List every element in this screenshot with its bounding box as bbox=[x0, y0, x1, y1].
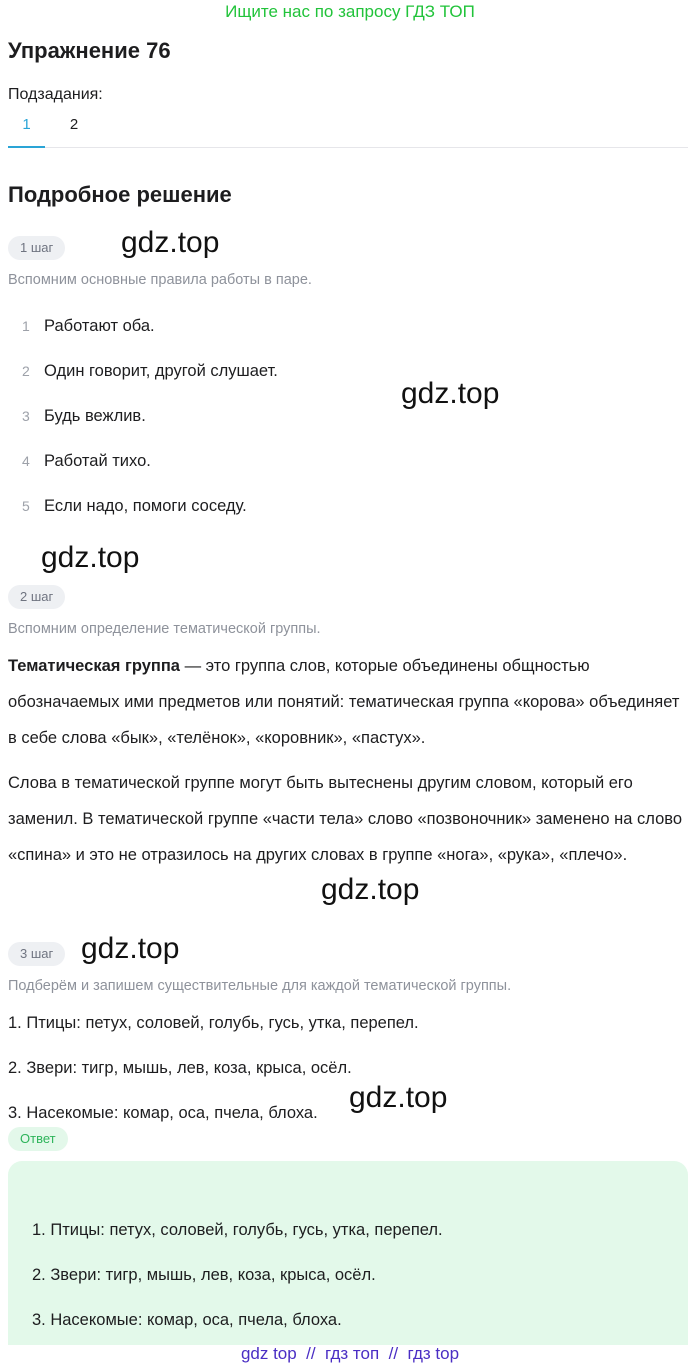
step-1-badge: 1 шаг bbox=[8, 236, 65, 260]
answer-box bbox=[8, 1161, 688, 1345]
watermark: gdz.top bbox=[321, 873, 420, 906]
explanation-paragraph: Слова в тематической группе могут быть вытеснены другим словом, который его заменил. В тематической группе «части тела» слово «позвоночник» заменено на слово «спина» и это не отразилось на других словах в группе «нога», «рука», «плечо». bbox=[8, 774, 683, 864]
group-line: 3. Насекомые: комар, оса, пчела, блоха. bbox=[8, 1104, 318, 1122]
term: Тематическая группа bbox=[8, 657, 180, 675]
group-line: 1. Птицы: петух, соловей, голубь, гусь, утка, перепел. bbox=[8, 1014, 419, 1032]
page-title: Упражнение 76 bbox=[8, 38, 171, 63]
list-item: 2 Один говорит, другой слушает. bbox=[22, 362, 278, 380]
tab-subtask-1[interactable]: 1 bbox=[8, 116, 45, 148]
tab-subtask-2[interactable]: 2 bbox=[69, 116, 79, 133]
watermark: gdz.top bbox=[349, 1081, 448, 1114]
answer-badge: Ответ bbox=[8, 1127, 68, 1151]
subtask-tabs bbox=[8, 116, 688, 148]
list-item: 3 Будь вежлив. bbox=[22, 407, 146, 425]
list-item: 4 Работай тихо. bbox=[22, 452, 151, 470]
answer-line: 3. Насекомые: комар, оса, пчела, блоха. bbox=[32, 1311, 342, 1329]
watermark: gdz.top bbox=[81, 932, 180, 965]
step-3-hint: Подберём и запишем существительные для каждой тематической группы. bbox=[8, 978, 512, 994]
subtasks-label: Подзадания: bbox=[8, 86, 103, 103]
group-line: 2. Звери: тигр, мышь, лев, коза, крыса, осёл. bbox=[8, 1059, 352, 1077]
watermark: gdz.top bbox=[121, 226, 220, 259]
definition-paragraph: Тематическая группа — это группа слов, которые объединены общностью обозначаемых ими предметов или понятий: тематическая группа «корова» объединяет в себе слова «бык», «телёнок», «коровник», «пастух». bbox=[8, 657, 680, 747]
step-1-hint: Вспомним основные правила работы в паре. bbox=[8, 272, 312, 288]
list-item: 1 Работают оба. bbox=[22, 317, 155, 335]
list-item: 5 Если надо, помоги соседу. bbox=[22, 497, 247, 515]
answer-line: 2. Звери: тигр, мышь, лев, коза, крыса, осёл. bbox=[32, 1266, 376, 1284]
answer-line: 1. Птицы: петух, соловей, голубь, гусь, утка, перепел. bbox=[32, 1221, 443, 1239]
watermark: gdz.top bbox=[41, 541, 140, 574]
step-2-badge: 2 шаг bbox=[8, 585, 65, 609]
footer-links[interactable]: gdz top // гдз топ // гдз top bbox=[240, 1344, 460, 1363]
search-banner: Ищите нас по запросу ГДЗ ТОП bbox=[225, 2, 475, 21]
watermark: gdz.top bbox=[401, 377, 500, 410]
step-2-hint: Вспомним определение тематической группы. bbox=[8, 621, 321, 637]
step-3-badge: 3 шаг bbox=[8, 942, 65, 966]
solution-heading: Подробное решение bbox=[8, 182, 232, 207]
